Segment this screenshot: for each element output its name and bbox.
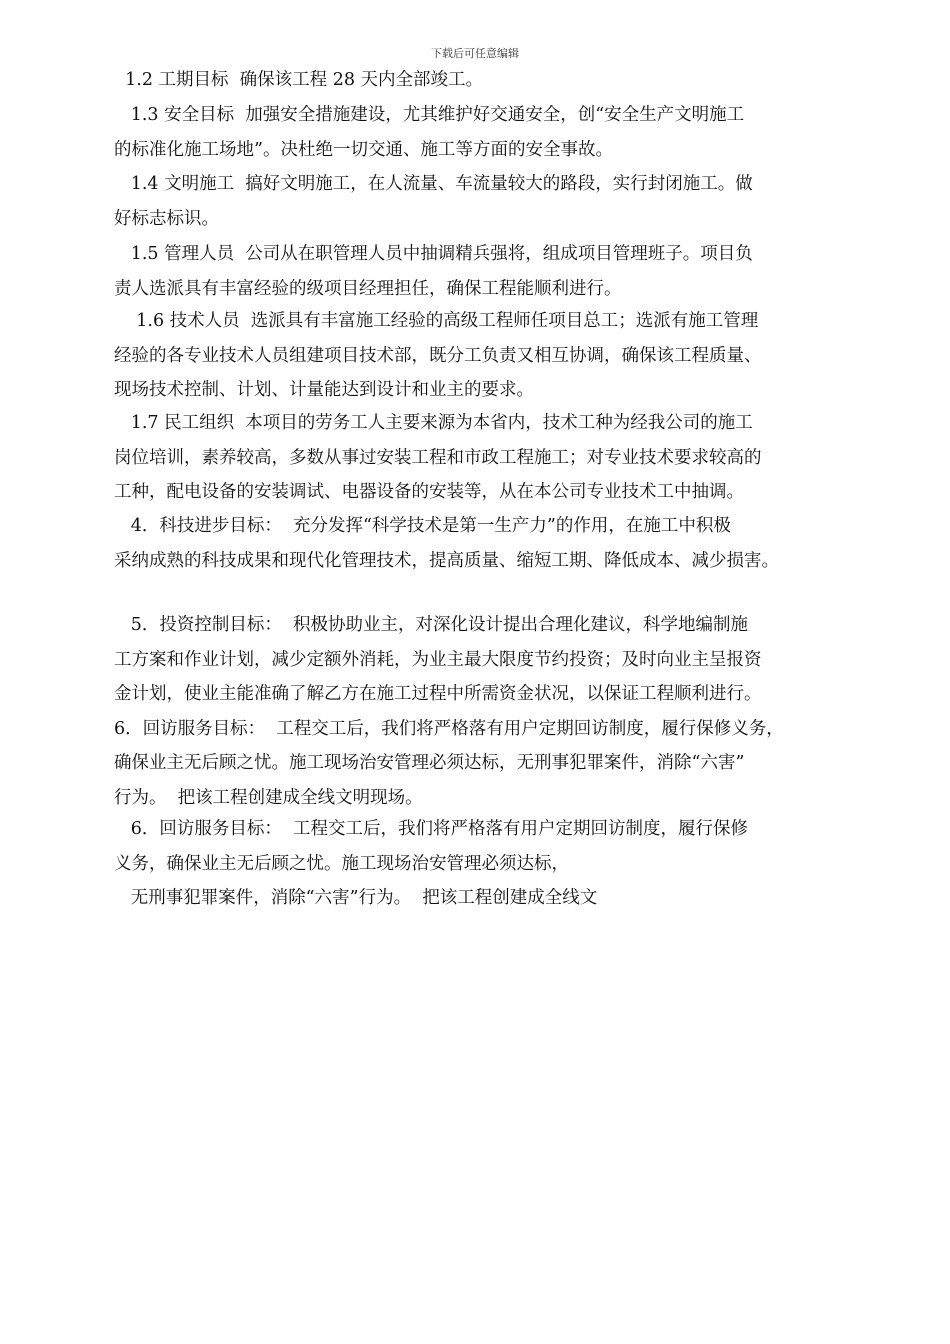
text-line: 好标志标识。	[114, 208, 219, 229]
paragraph-1-4	[114, 167, 839, 236]
text-line: 无刑事犯罪案件，消除“六害”行为。 把该工程创建成全线文	[114, 888, 598, 909]
text-line: 确保业主无后顾之忧。施工现场治安管理必须达标，无刑事犯罪案件，消除“六害”	[114, 753, 745, 774]
paragraph-1-3	[114, 98, 839, 167]
text-line: 1.4 文明施工 搞好文明施工，在人流量、车流量较大的路段，实行封闭施工。做	[114, 174, 753, 194]
text-line: 义务，确保业主无后顾之忧。施工现场治安管理必须达标，	[114, 853, 569, 874]
text-line: 1.5 管理人员 公司从在职管理人员中抽调精兵强将，组成项目管理班子。项目负	[114, 244, 753, 264]
paragraph-4	[114, 509, 839, 578]
paragraph-1-5	[114, 237, 839, 306]
text-line: 1.7 民工组织 本项目的劳务工人主要来源为本省内，技术工种为经我公司的施工	[114, 413, 753, 433]
text-line: 现场技术控制、计划、计量能达到设计和业主的要求。	[114, 380, 534, 401]
text-line: 责人选派具有丰富经验的级项目经理担任，确保工程能顺利进行。	[114, 278, 622, 299]
text-line: 工方案和作业计划，减少定额外消耗，为业主最大限度节约投资；及时向业主呈报资	[114, 649, 762, 670]
text-line: 行为。 把该工程创建成全线文明现场。	[114, 787, 423, 808]
text-line: 6．回访服务目标： 工程交工后，我们将严格落有用户定期回访制度，履行保修义务，	[114, 718, 784, 739]
text-line: 5．投资控制目标： 积极协助业主，对深化设计提出合理化建议，科学地编制施	[114, 615, 748, 635]
text-line: 1.2 工期目标 确保该工程 28 天内全部竣工。	[114, 70, 484, 90]
paragraph-1-2	[114, 63, 839, 98]
text-line: 采纳成熟的科技成果和现代化管理技术，提高质量、缩短工期、降低成本、减少损害。	[114, 550, 779, 571]
text-line: 岗位培训，素养较高，多数从事过安装工程和市政工程施工；对专业技术要求较高的	[114, 447, 762, 468]
page-header: 下载后可任意编辑	[431, 47, 519, 60]
text-line: 的标准化施工场地”。决杜绝一切交通、施工等方面的安全事故。	[114, 139, 613, 160]
paragraph-6	[114, 812, 839, 916]
text-line: 4．科技进步目标： 充分发挥“科学技术是第一生产力”的作用，在施工中积极	[114, 516, 731, 536]
text-line: 金计划，使业主能准确了解乙方在施工过程中所需资金状况，以保证工程顺利进行。	[114, 684, 762, 705]
paragraph-1-7	[114, 406, 839, 510]
paragraph-1-6	[114, 304, 839, 408]
paragraph-5	[114, 608, 839, 816]
text-line: 1.6 技术人员 选派具有丰富施工经验的高级工程师任项目总工；选派有施工管理	[114, 311, 759, 331]
text-line: 6．回访服务目标： 工程交工后，我们将严格落有用户定期回访制度，履行保修	[114, 819, 748, 839]
text-line: 经验的各专业技术人员组建项目技术部，既分工负责又相互协调，确保该工程质量、	[114, 345, 762, 366]
text-line: 1.3 安全目标 加强安全措施建设，尤其维护好交通安全，创“安全生产文明施工	[114, 105, 745, 125]
text-line: 工种，配电设备的安装调试、电器设备的安装等，从在本公司专业技术工中抽调。	[114, 482, 744, 503]
